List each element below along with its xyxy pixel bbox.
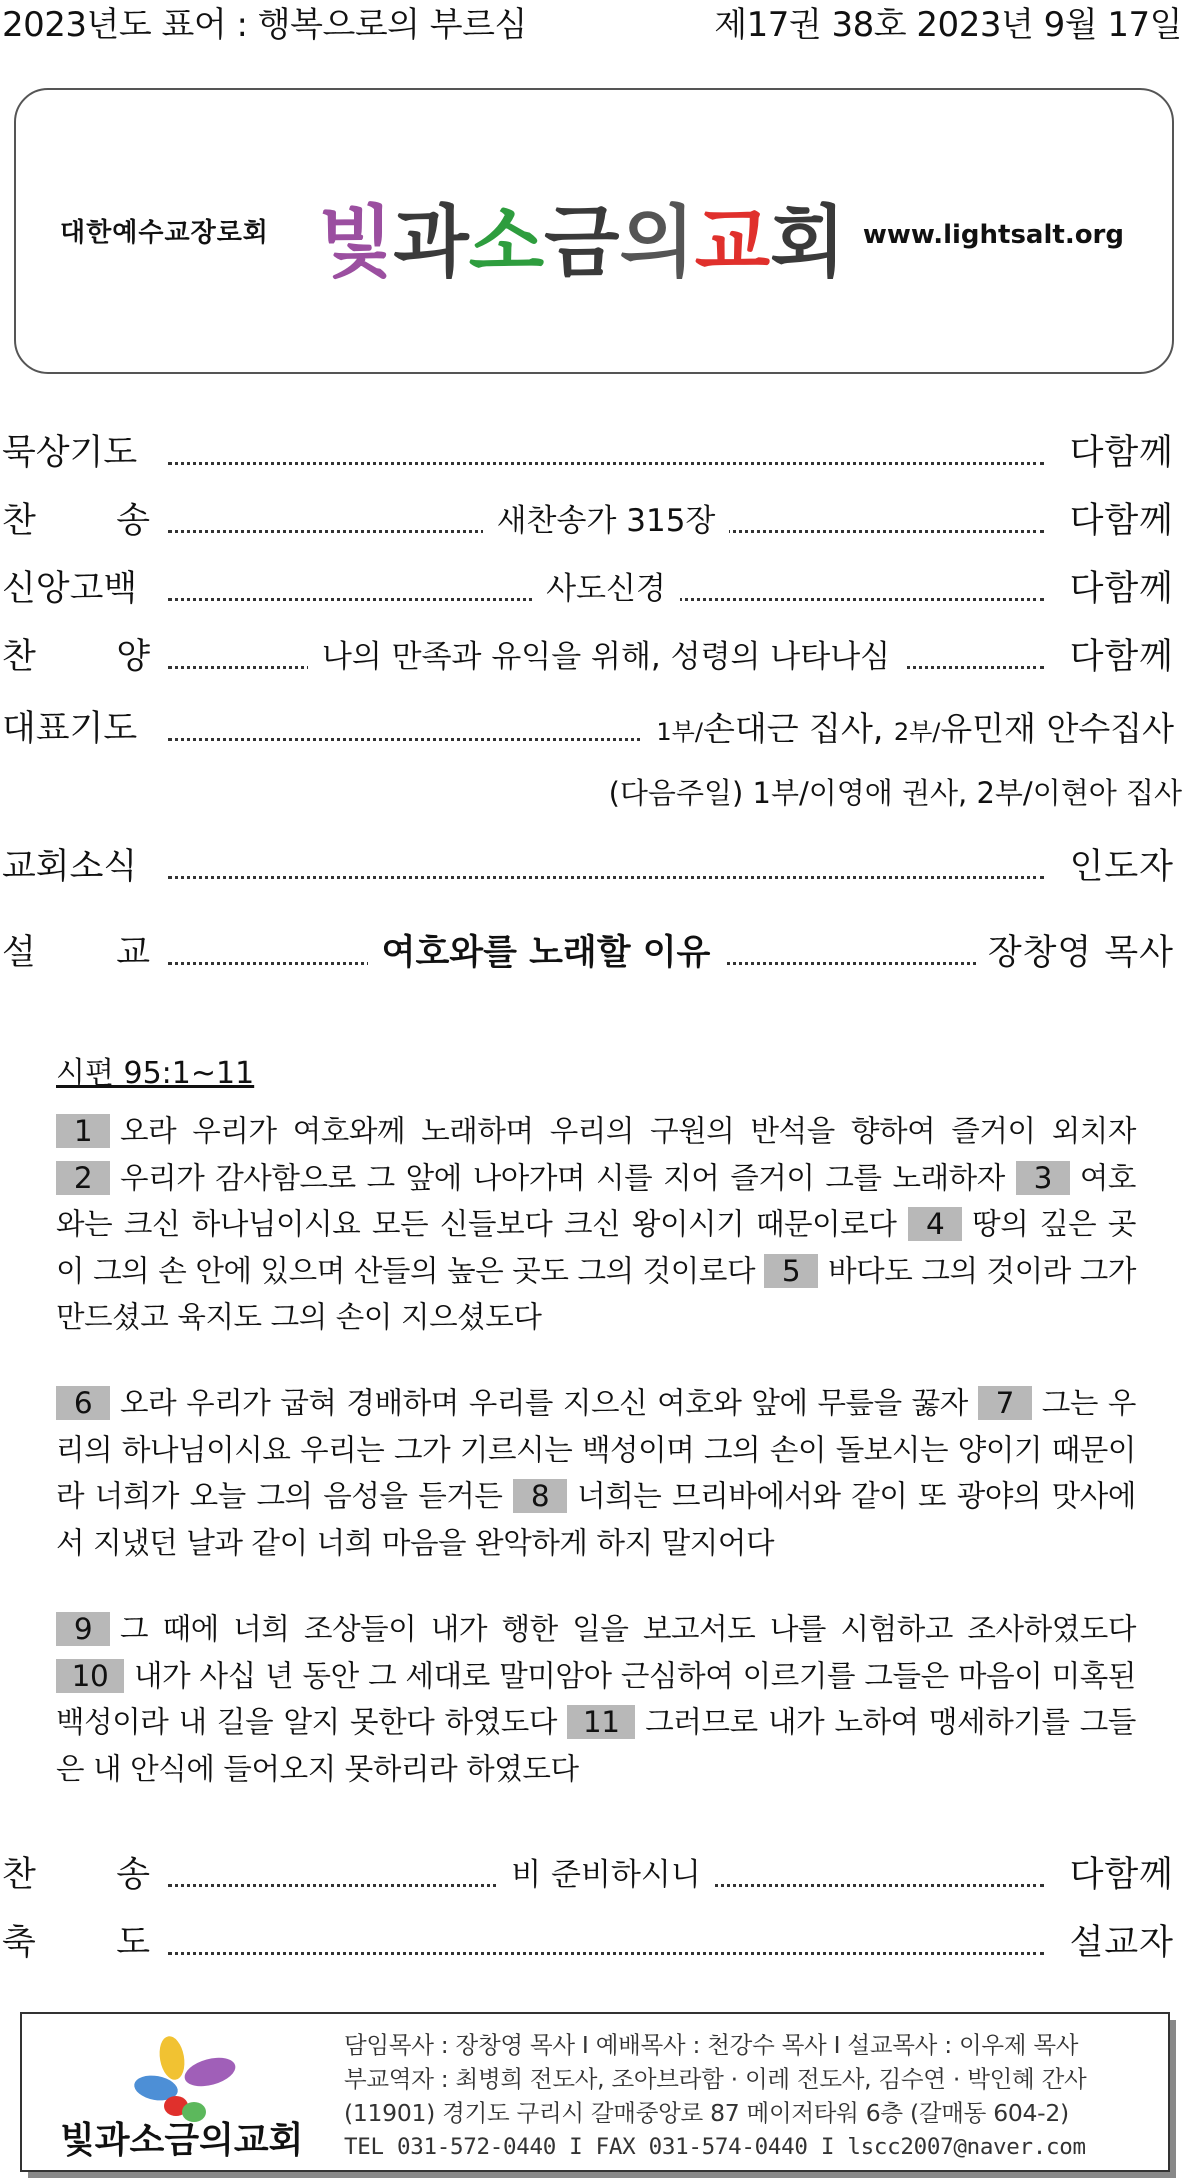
sermon-title: 여호와를 노래할 이유	[368, 933, 725, 973]
bulletin-motto: 2023년도 표어 : 행복으로의 부르심	[2, 5, 527, 45]
order-label: 찬 양	[2, 628, 164, 686]
verse-number: 2	[56, 1161, 110, 1195]
dotted-leader	[168, 462, 1044, 465]
verse-text: 땅의 깊은 곳이 그의 손 안에 있으며 산들의 높은 곳도 그의 것이로다	[56, 1207, 1136, 1288]
verse-number: 11	[567, 1705, 635, 1739]
order-label: 찬 송	[2, 1846, 164, 1904]
order-who: 다함께	[1060, 492, 1174, 550]
order-row-news	[0, 838, 1182, 896]
order-row-prayer	[0, 700, 1182, 758]
verse-number: 10	[56, 1659, 124, 1693]
verse-number: 4	[908, 1207, 962, 1241]
logo-char: 회	[770, 197, 846, 288]
logo-char: 빛	[318, 197, 394, 288]
footer-address: (11901) 경기도 구리시 갈매중앙로 87 메이저타워 6층 (갈매동 604-2)	[344, 2099, 1069, 2127]
order-who: 다함께	[1060, 424, 1174, 482]
verse-text: 오라 우리가 굽혀 경배하며 우리를 지으신 여호와 앞에 무릎을 꿇자	[120, 1386, 968, 1420]
verse-number: 6	[56, 1386, 110, 1420]
order-label: 찬 송	[2, 492, 164, 550]
verse-number: 7	[978, 1386, 1032, 1420]
sermon-preacher: 장창영 목사	[978, 924, 1174, 982]
footer-box	[20, 2012, 1170, 2172]
footer-logo-text: 빛과소금의교회	[60, 2119, 304, 2161]
order-row-sermon	[0, 924, 1182, 982]
order-who: 다함께	[1060, 628, 1174, 686]
verse-text: 그는 우리의 하나님이시요 우리는 그가 기르시는 백성이며 그의 손이 돌보시는 양이기 때문이라 너희가 오늘 그의 음성을 듣거든	[56, 1386, 1136, 1513]
order-label: 교회소식	[2, 838, 151, 896]
church-logo-text	[318, 180, 846, 292]
verse-number: 5	[764, 1254, 818, 1288]
order-label: 축 도	[2, 1914, 164, 1972]
order-item-title: 비 준비하시니	[497, 1857, 715, 1893]
verse-number: 3	[1016, 1161, 1070, 1195]
footer-contact: TEL 031-572-0440 I FAX 031-574-0440 I lscc2007@naver.com	[344, 2134, 1086, 2160]
verse-text: 너희는 므리바에서와 같이 또 광야의 맛사에서 지냈던 날과 같이 너희 마음을 완악하게 하지 말지어다	[56, 1479, 1136, 1560]
order-label: 신앙고백	[2, 560, 151, 618]
service-2-prefix: 2부/	[893, 718, 941, 746]
service-1-leader: 손대근 집사,	[702, 709, 884, 748]
order-row	[0, 424, 1182, 482]
church-website-url: www.lightsalt.org	[862, 220, 1124, 250]
order-item-title: 사도신경	[532, 571, 680, 607]
order-label: 묵상기도	[2, 424, 151, 482]
order-item-title: 나의 만족과 유익을 위해, 성령의 나타나심	[308, 639, 904, 675]
verse-text: 바다도 그의 것이라 그가 만드셨고 육지도 그의 손이 지으셨도다	[56, 1253, 1137, 1334]
order-row	[0, 492, 1182, 550]
order-row	[0, 1846, 1182, 1904]
verse-text: 그러므로 내가 노하여 맹세하기를 그들은 내 안식에 들어오지 못하리라 하였도다	[56, 1705, 1136, 1786]
service-2-leader: 유민재 안수집사	[940, 709, 1174, 748]
scripture-paragraph	[56, 1606, 1136, 1792]
logo-char: 교	[694, 197, 771, 288]
order-label: 설 교	[2, 924, 164, 982]
order-who: 다함께	[1060, 1846, 1174, 1904]
issue-date: 제17권 38호 2023년 9월 17일	[714, 5, 1182, 45]
dotted-leader	[168, 1952, 1044, 1955]
footer-pastors: 담임목사 : 장창영 목사 I 예배목사 : 천강수 목사 I 설교목사 : 이우제 목사	[344, 2031, 1079, 2059]
sermon-title-wrap	[170, 924, 922, 983]
scripture-reference: 시편 95:1~11	[56, 1056, 255, 1091]
logo-char: 소	[468, 197, 545, 288]
order-item-title-wrap	[170, 560, 1042, 618]
order-item-title-wrap	[170, 492, 1042, 550]
logo-char: 금	[544, 197, 620, 288]
denomination-label: 대한예수교장로회	[60, 218, 269, 248]
order-who: 다함께	[1060, 560, 1174, 618]
verse-number: 1	[56, 1114, 110, 1148]
verse-text: 그 때에 너희 조상들이 내가 행한 일을 보고서도 나를 시험하고 조사하였도다	[120, 1612, 1136, 1646]
verse-text: 우리가 감사함으로 그 앞에 나아가며 시를 지어 즐거이 그를 노래하자	[120, 1160, 1005, 1195]
verse-number: 8	[513, 1479, 567, 1513]
service-1-prefix: 1부/	[656, 718, 703, 746]
order-who: 인도자	[1060, 838, 1174, 896]
footer-staff: 부교역자 : 최병희 전도사, 조아브라함 · 이레 전도사, 김수연 · 박인혜 간사	[344, 2065, 1087, 2093]
prayer-leaders	[642, 700, 1174, 761]
logo-char: 과	[393, 197, 469, 288]
order-row	[0, 628, 1182, 686]
order-label: 대표기도	[2, 700, 151, 758]
verse-text: 내가 사십 년 동안 그 세대로 말미암아 근심하여 이르기를 그들은 마음이 미혹된 백성이라 내 길을 알지 못한다 하였도다	[56, 1658, 1136, 1739]
order-row	[0, 1914, 1182, 1972]
scripture-paragraph	[56, 1108, 1136, 1341]
verse-number: 9	[56, 1612, 110, 1646]
next-week-prayer: (다음주일) 1부/이영애 권사, 2부/이현아 집사	[608, 776, 1182, 810]
order-item-title-wrap	[170, 1846, 1042, 1904]
order-item-title: 새찬송가 315장	[483, 503, 730, 539]
logo-char: 의	[619, 197, 695, 288]
footer-info	[344, 2028, 1086, 2164]
verse-text: 여호와는 크신 하나님이시요 모든 신들보다 크신 왕이시기 때문이로다	[56, 1160, 1137, 1241]
order-row	[0, 560, 1182, 618]
order-who: 설교자	[1060, 1914, 1174, 1972]
scripture-paragraph	[56, 1380, 1136, 1566]
order-item-title-wrap	[170, 628, 1042, 686]
dotted-leader	[168, 876, 1044, 879]
verse-text: 오라 우리가 여호와께 노래하며 우리의 구원의 반석을 향하여 즐거이 외치자	[120, 1114, 1136, 1148]
